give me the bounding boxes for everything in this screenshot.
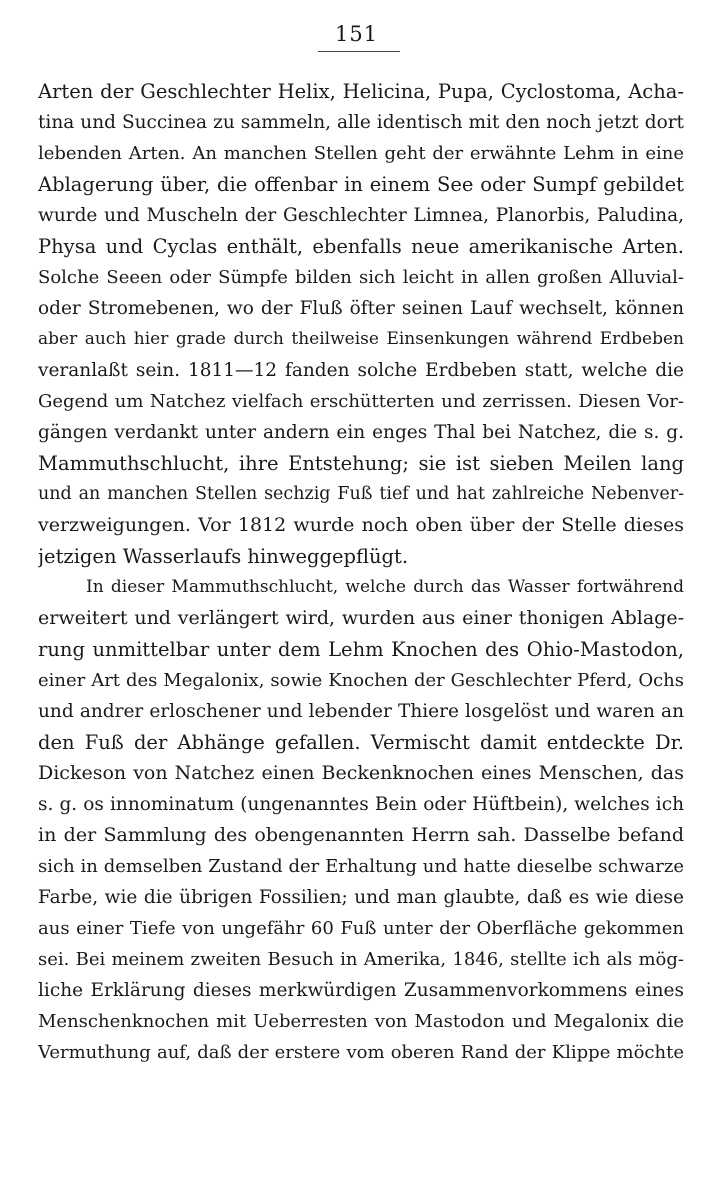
text-line: lebenden Arten. An manchen Stellen geht der erwähnte Lehm in eine [38,143,684,164]
text-line: Vermuthung auf, daß der erstere vom oberen Rand der Klippe möchte [38,1042,684,1063]
text-line: und andrer erloschener und lebender Thiere losgelöst und waren an [38,701,684,722]
text-line: sich in demselben Zustand der Erhaltung und hatte dieselbe schwarze [38,856,684,877]
text-line: Dickeson von Natchez einen Beckenknochen eines Menschen, das [38,762,684,784]
text-line: Gegend um Natchez vielfach erschütterten und zerrissen. Diesen Vor- [38,391,684,412]
text-line: verzweigungen. Vor 1812 wurde noch oben über der Stelle dieses [38,514,684,536]
text-line: tina und Succinea zu sammeln, alle identisch mit den noch jetzt dort [38,112,684,133]
page-number: 151 [334,22,379,46]
text-line: wurde und Muscheln der Geschlechter Limnea, Planorbis, Paludina, [38,205,684,226]
text-line: den Fuß der Abhänge gefallen. Vermischt damit entdeckte Dr. [38,731,684,754]
text-line: aber auch hier grade durch theilweise Einsenkungen während Erdbeben [38,329,684,349]
paragraph-start-line: In dieser Mammuthschlucht, welche durch das Wasser fortwährend [86,577,684,597]
text-line: in der Sammlung des obengenannten Herrn sah. Dasselbe befand [38,824,684,846]
text-line: Physa und Cyclas enthält, ebenfalls neue amerikanische Arten. [38,235,684,258]
text-line: Menschenknochen mit Ueberresten von Mastodon und Megalonix die [38,1011,684,1032]
header-rule [318,51,400,52]
text-line: Mammuthschlucht, ihre Entstehung; sie ist sieben Meilen lang [38,452,684,475]
text-line: und an manchen Stellen sechzig Fuß tief und hat zahlreiche Nebenver- [38,484,684,504]
text-line: Arten der Geschlechter Helix, Helicina, Pupa, Cyclostoma, Acha- [38,80,684,103]
body-text [38,76,684,1068]
text-line: veranlaßt sein. 1811—12 fanden solche Erdbeben statt, welche die [38,360,684,381]
text-line: oder Stromebenen, wo der Fluß öfter seinen Lauf wechselt, können [38,298,684,319]
text-line: sei. Bei meinem zweiten Besuch in Amerika, 1846, stellte ich als mög- [38,949,684,970]
text-line: Solche Seeen oder Sümpfe bilden sich leicht in allen großen Alluvial- [38,267,684,288]
text-line: s. g. os innominatum (ungenanntes Bein oder Hüftbein), welches ich [38,794,684,815]
text-line: liche Erklärung dieses merkwürdigen Zusammenvorkommens eines [38,980,684,1001]
text-line: Farbe, wie die übrigen Fossilien; und man glaubte, daß es wie diese [38,887,684,908]
text-line: aus einer Tiefe von ungefähr 60 Fuß unter der Oberfläche gekommen [38,918,684,939]
text-line: Ablagerung über, die offenbar in einem See oder Sumpf gebildet [38,173,684,196]
text-line: rung unmittelbar unter dem Lehm Knochen des Ohio-Mastodon, [38,638,684,661]
paragraph-end-line: jetzigen Wasserlaufs hinweggepflügt. [38,545,409,568]
text-line: einer Art des Megalonix, sowie Knochen der Geschlechter Pferd, Ochs [38,670,684,691]
text-line: gängen verdankt unter andern ein enges Thal bei Natchez, die s. g. [38,422,684,443]
text-line: erweitert und verlängert wird, wurden aus einer thonigen Ablage- [38,607,684,629]
